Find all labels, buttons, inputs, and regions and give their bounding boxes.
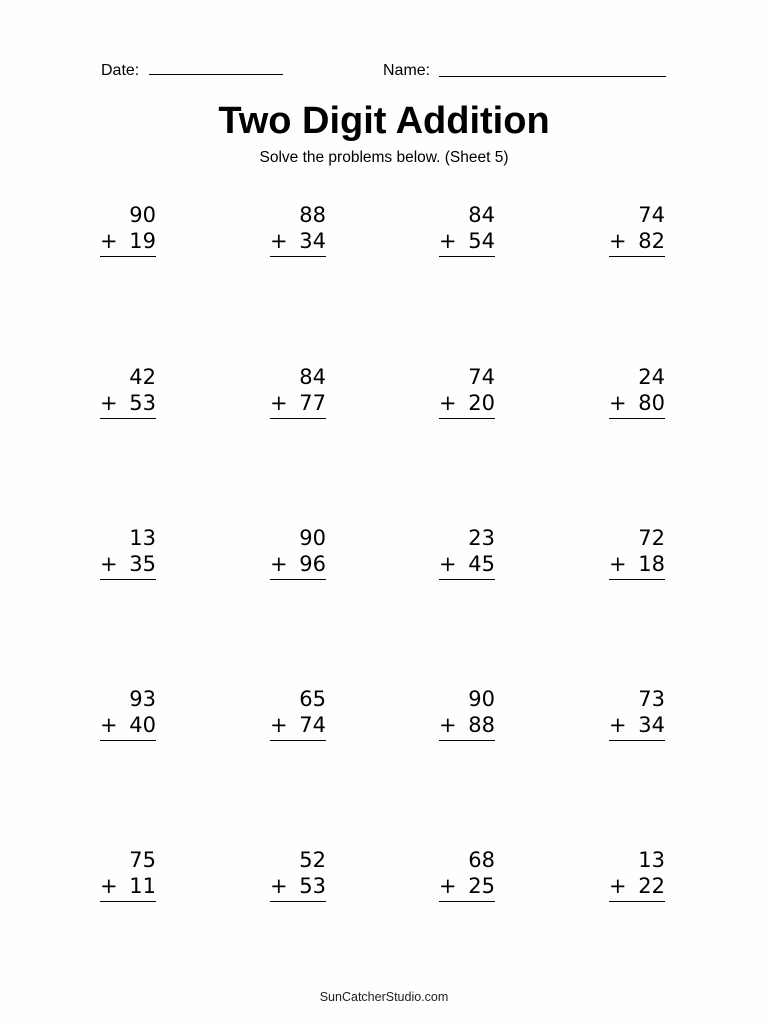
plus-operator: + <box>439 391 457 415</box>
addend-top: 72 <box>638 526 665 550</box>
addition-problem <box>270 364 326 424</box>
plus-operator: + <box>439 874 457 898</box>
plus-operator: + <box>270 552 288 576</box>
addition-problem <box>100 686 156 746</box>
addend-bottom: 18 <box>638 552 665 576</box>
addition-problem <box>270 847 326 907</box>
plus-operator: + <box>609 391 627 415</box>
addition-problem <box>270 686 326 746</box>
addition-problem <box>100 364 156 424</box>
addition-problem <box>439 686 495 746</box>
addend-top: 42 <box>129 365 156 389</box>
answer-line[interactable] <box>270 418 326 419</box>
plus-operator: + <box>270 391 288 415</box>
addition-problem <box>609 364 665 424</box>
addend-bottom: 74 <box>299 713 326 737</box>
addend-top: 68 <box>468 848 495 872</box>
addend-bottom: 77 <box>299 391 326 415</box>
plus-operator: + <box>270 874 288 898</box>
addition-problem <box>270 202 326 262</box>
answer-line[interactable] <box>439 418 495 419</box>
plus-operator: + <box>100 391 118 415</box>
answer-line[interactable] <box>609 256 665 257</box>
addend-top: 75 <box>129 848 156 872</box>
plus-operator: + <box>609 874 627 898</box>
addition-problem <box>100 202 156 262</box>
addend-bottom: 22 <box>638 874 665 898</box>
addition-problem <box>609 686 665 746</box>
answer-line[interactable] <box>270 901 326 902</box>
addend-bottom: 11 <box>129 874 156 898</box>
addend-top: 74 <box>638 203 665 227</box>
addend-top: 65 <box>299 687 326 711</box>
addend-top: 23 <box>468 526 495 550</box>
date-label: Date: <box>101 62 140 79</box>
addend-top: 24 <box>638 365 665 389</box>
addend-bottom: 19 <box>129 229 156 253</box>
addend-top: 13 <box>129 526 156 550</box>
answer-line[interactable] <box>439 901 495 902</box>
plus-operator: + <box>439 229 457 253</box>
addition-problem <box>100 847 156 907</box>
addition-problem <box>100 525 156 585</box>
answer-line[interactable] <box>100 579 156 580</box>
answer-line[interactable] <box>100 256 156 257</box>
plus-operator: + <box>270 229 288 253</box>
addend-top: 93 <box>129 687 156 711</box>
addition-problem <box>439 525 495 585</box>
plus-operator: + <box>439 713 457 737</box>
addend-top: 13 <box>638 848 665 872</box>
addend-bottom: 54 <box>468 229 495 253</box>
addition-problem <box>439 202 495 262</box>
plus-operator: + <box>100 552 118 576</box>
addend-bottom: 34 <box>299 229 326 253</box>
answer-line[interactable] <box>609 579 665 580</box>
answer-line[interactable] <box>439 740 495 741</box>
name-label: Name: <box>383 62 431 79</box>
answer-line[interactable] <box>270 256 326 257</box>
answer-line[interactable] <box>100 901 156 902</box>
addend-top: 74 <box>468 365 495 389</box>
addend-top: 84 <box>299 365 326 389</box>
addend-bottom: 88 <box>468 713 495 737</box>
plus-operator: + <box>100 874 118 898</box>
page-subtitle: Solve the problems below. (Sheet 5) <box>259 149 509 166</box>
answer-line[interactable] <box>609 901 665 902</box>
addend-bottom: 35 <box>129 552 156 576</box>
footer-credit: SunCatcherStudio.com <box>319 990 449 1004</box>
plus-operator: + <box>609 552 627 576</box>
addition-problem <box>439 364 495 424</box>
answer-line[interactable] <box>270 579 326 580</box>
addend-bottom: 53 <box>129 391 156 415</box>
addend-top: 90 <box>129 203 156 227</box>
answer-line[interactable] <box>270 740 326 741</box>
addend-bottom: 45 <box>468 552 495 576</box>
addend-bottom: 40 <box>129 713 156 737</box>
addend-bottom: 80 <box>638 391 665 415</box>
plus-operator: + <box>100 713 118 737</box>
addend-bottom: 96 <box>299 552 326 576</box>
addend-bottom: 34 <box>638 713 665 737</box>
plus-operator: + <box>100 229 118 253</box>
addend-bottom: 20 <box>468 391 495 415</box>
addend-top: 73 <box>638 687 665 711</box>
answer-line[interactable] <box>100 740 156 741</box>
plus-operator: + <box>609 713 627 737</box>
addition-problem <box>609 202 665 262</box>
answer-line[interactable] <box>100 418 156 419</box>
answer-line[interactable] <box>609 418 665 419</box>
addend-top: 88 <box>299 203 326 227</box>
answer-line[interactable] <box>609 740 665 741</box>
addition-problem <box>270 525 326 585</box>
plus-operator: + <box>609 229 627 253</box>
plus-operator: + <box>439 552 457 576</box>
addend-top: 84 <box>468 203 495 227</box>
addend-top: 90 <box>299 526 326 550</box>
addend-top: 52 <box>299 848 326 872</box>
addend-bottom: 25 <box>468 874 495 898</box>
page-title: Two Digit Addition <box>218 100 550 142</box>
addend-top: 90 <box>468 687 495 711</box>
answer-line[interactable] <box>439 256 495 257</box>
addition-problem <box>439 847 495 907</box>
addend-bottom: 82 <box>638 229 665 253</box>
answer-line[interactable] <box>439 579 495 580</box>
addition-problem <box>609 847 665 907</box>
addition-problem <box>609 525 665 585</box>
addend-bottom: 53 <box>299 874 326 898</box>
plus-operator: + <box>270 713 288 737</box>
